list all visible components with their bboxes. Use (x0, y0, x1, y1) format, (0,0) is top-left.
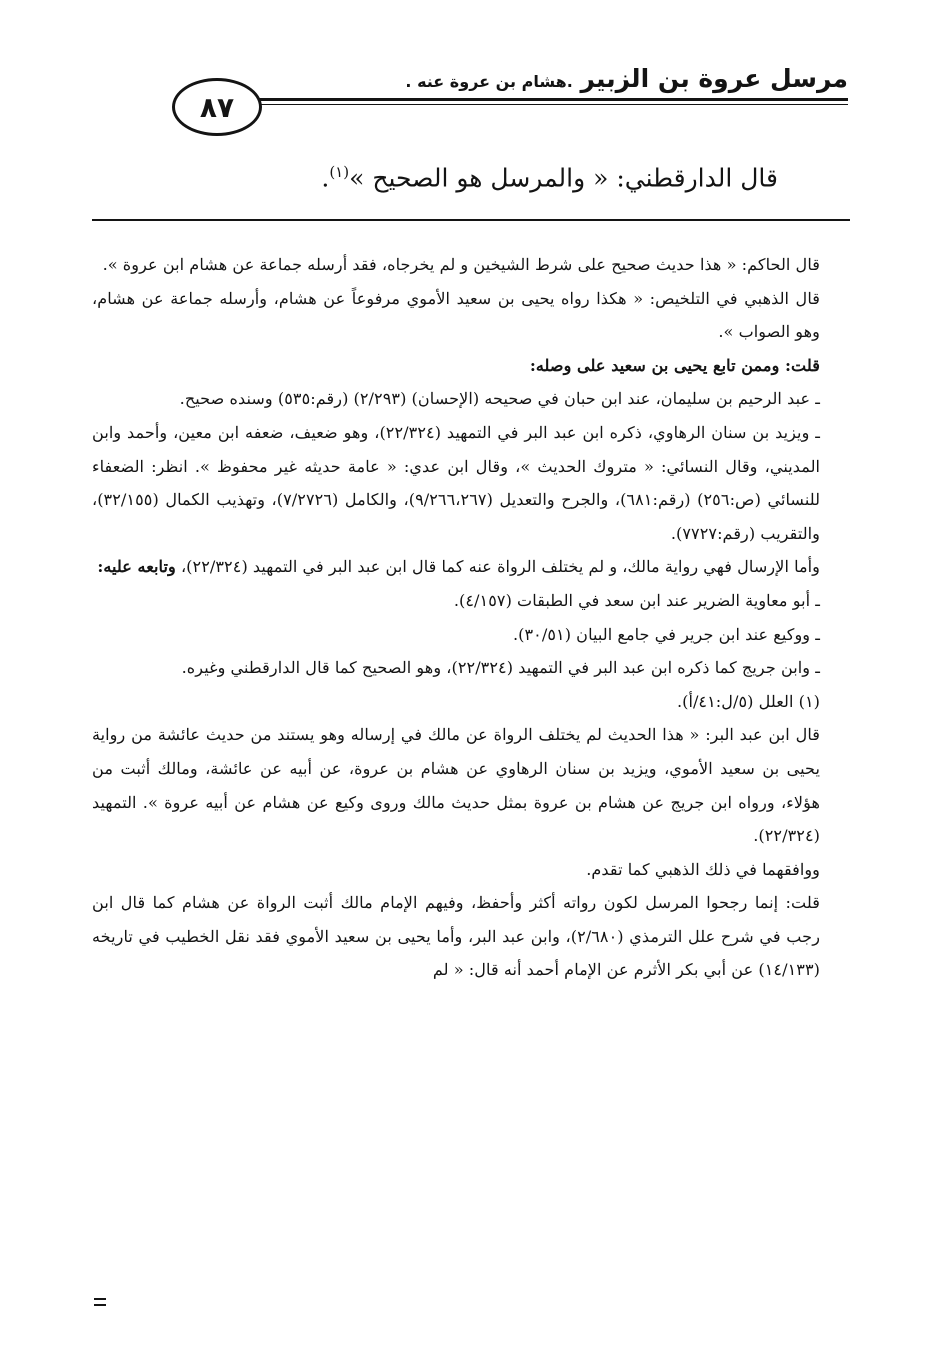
quote-end: . (321, 163, 330, 193)
note-paragraph: قال الحاكم: « هذا حديث صحيح على شرط الشيخين و لم يخرجاه، فقد أرسله جماعة عن هشام ابن عروة ». (102, 255, 820, 274)
note-paragraph (92, 550, 820, 584)
note-paragraph: ـ ويزيد بن سنان الرهاوي، ذكره ابن عبد البر في التمهيد (٢٢/٣٢٤)، وهو ضعيف، ضعفه ابن معين، وأحمد وابن المديني، وقال النسائي: « متروك الحديث »، وقال ابن عدي: « عامة حديثه غير محفوظ ». انظر: الضعفاء للنسائي (ص:٢٥٦) (رقم:٦٨١)، والجرح والتعديل (٩/٢٦٦،٢٦٧)، والكامل (٧/٢٧٢٦)، وتهذيب الكمال (٣٢/١٥٥)، والتقريب (رقم:٧٧٢٧). (92, 422, 821, 543)
continuation-mark (94, 1298, 106, 1306)
note-paragraph: قال ابن عبد البر: « هذا الحديث لم يختلف الرواة عن مالك في إرساله وهو يستند من حديث عائشة من رواية يحيى بن سعيد الأموي، ويزيد بن سنان الرهاوي عن هشام بن عروة، عن أبيه عن عائشة، ومالك أثبت من هؤلاء، ورواه ابن جريج عن هشام بن عروة بمثل حديث مالك وروى وكيع عن هشام عن أبيه عروة ». التمهيد (٢٢/٣٢٤). (92, 725, 820, 846)
quote-close: » (349, 163, 365, 193)
footnote-1 (92, 685, 820, 719)
footnotes (92, 248, 820, 987)
note-bold-text: وتابعه عليه: (97, 557, 176, 577)
footnote-reference: (١) (329, 163, 350, 181)
note-paragraph: قلت: إنما رجحوا المرسل لكون رواته أكثر وأحفظ، وفيهم الإمام مالك أثبت الرواة عن هشام كما قال ابن رجب في شرح علل الترمذي (٢/٦٨٠)، وابن عبد البر، وأما يحيى بن سعيد الأموي فقد نقل الخطيب في تاريخه (١٤/١٣٣) عن أبي بكر الأثرم عن الإمام أحمد أنه قال: « لم (92, 893, 821, 980)
footnote-number: (١) (798, 691, 820, 711)
header-rule-thin (258, 104, 848, 105)
page-number-badge (172, 78, 262, 136)
header-rule-thick (258, 98, 848, 101)
note-paragraph: قال الذهبي في التلخيص: « هكذا رواه يحيى بن سعيد الأموي مرفوعاً عن هشام، وأرسله جماعة عن هشام، وهو الصواب ». (92, 288, 820, 342)
quote-lead: قال الدارقطني: « (593, 163, 778, 193)
running-head (405, 66, 848, 92)
note-paragraph: ـ وابن جريج كما ذكره ابن عبد البر في التمهيد (٢٢/٣٢٤)، وهو الصحيح كما قال الدارقطني وغيره. (181, 658, 820, 678)
note-paragraph: ووافقهما في ذلك الذهبي كما تقدم. (586, 859, 820, 879)
note-paragraph: ـ عبد الرحيم بن سليمان، عند ابن حبان في صحيحه (الإحسان) (٢/٢٩٣) (رقم:٥٣٥) وسنده صحيح. (179, 389, 820, 409)
section-title: .هشام بن عروة عنه . (405, 72, 573, 91)
main-text (158, 150, 778, 200)
quote-text: والمرسل هو الصحيح (364, 163, 594, 193)
note-paragraph: ـ ووكيع عند ابن جرير في جامع البيان (٣٠/٥١). (513, 624, 820, 644)
note-heading: قلت: وممن تابع يحيى بن سعيد على وصله: (529, 355, 820, 375)
footnote-separator (92, 219, 850, 221)
footnote-text: العلل (٥/ل:٤١/أ). (676, 691, 799, 711)
book-title: مرسل عروة بن الزبير (580, 64, 848, 93)
note-text: وأما الإرسال فهي رواية مالك، و لم يختلف الرواة عنه كما قال ابن عبد البر في التمهيد (٢٢/٣٢٤)، (175, 557, 820, 577)
page-number: ٨٧ (199, 90, 235, 124)
note-paragraph: ـ أبو معاوية الضرير عند ابن سعد في الطبقات (٤/١٥٧). (453, 590, 820, 610)
